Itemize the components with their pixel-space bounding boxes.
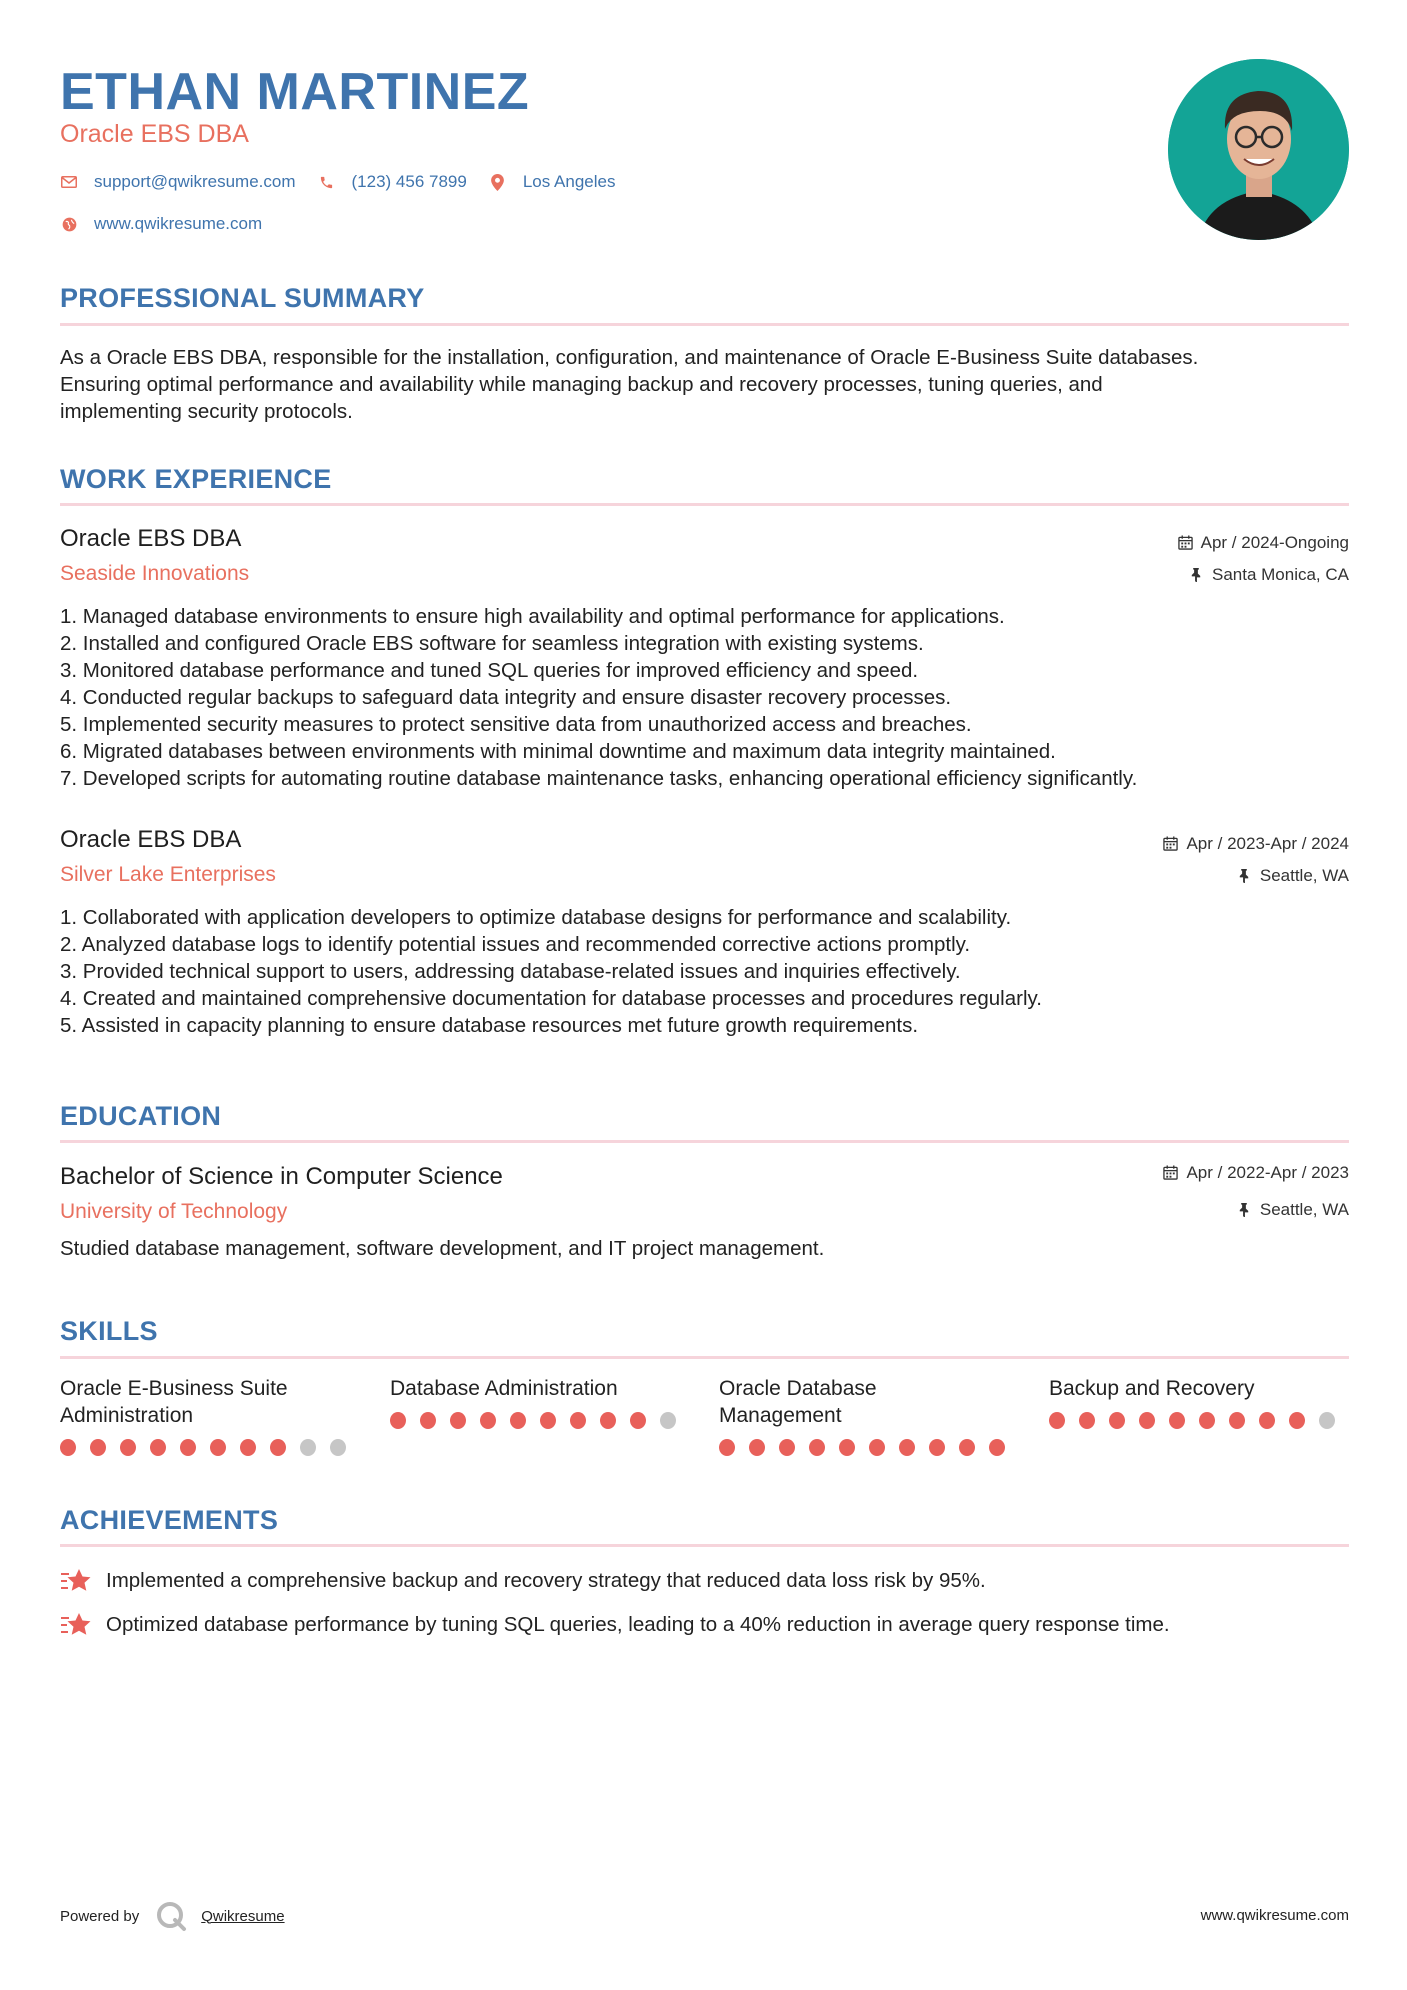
section-divider: [60, 1544, 1349, 1547]
qwikresume-logo-icon: [155, 1900, 187, 1932]
summary-line: As a Oracle EBS DBA, responsible for the installation, configuration, and maintenance of Oracle E-Business Suite databases.: [60, 346, 1199, 369]
location-text: Los Angeles: [522, 172, 616, 191]
footer-powered: [60, 1900, 285, 1932]
skill-name: [719, 1375, 1019, 1429]
pushpin-icon: [1237, 1202, 1253, 1218]
skill-rating: [1049, 1412, 1349, 1429]
job-location-text: Seattle, WA: [1259, 866, 1349, 885]
rating-dot-filled: [719, 1439, 735, 1456]
list-item: 5. Implemented security measures to protect sensitive data from unauthorized access and breaches.: [60, 713, 972, 736]
summary-line: Ensuring optimal performance and availability while managing backup and recovery processes, tuning queries, and: [60, 373, 1103, 396]
list-item: 3. Provided technical support to users, addressing database-related issues and inquiries effectively.: [60, 960, 961, 983]
degree-title: Bachelor of Science in Computer Science: [60, 1163, 503, 1190]
rating-dot-filled: [1199, 1412, 1215, 1429]
list-item: 7. Developed scripts for automating routine database maintenance tasks, enhancing operational efficiency significantly.: [60, 767, 1138, 790]
rating-dot-filled: [420, 1412, 436, 1429]
phone-text[interactable]: (123) 456 7899: [351, 172, 467, 191]
job-title: Oracle EBS DBA: [60, 826, 242, 853]
skill-name-line: Administration: [60, 1404, 194, 1427]
rating-dot-filled: [540, 1412, 556, 1429]
job-date-text: Apr / 2024-Ongoing: [1200, 533, 1349, 552]
education-description: Studied database management, software development, and IT project management.: [60, 1237, 825, 1260]
section-divider: [60, 323, 1349, 326]
rating-dot-filled: [749, 1439, 765, 1456]
skill-name-line: Oracle E-Business Suite: [60, 1377, 288, 1400]
list-item: 4. Created and maintained comprehensive documentation for database processes and procedures regularly.: [60, 987, 1042, 1010]
phone-icon: [318, 173, 336, 191]
skill-rating: [390, 1412, 690, 1429]
rating-dot-filled: [989, 1439, 1005, 1456]
rating-dot-filled: [480, 1412, 496, 1429]
rating-dot-empty: [330, 1439, 346, 1456]
rating-dot-filled: [240, 1439, 256, 1456]
rating-dot-filled: [150, 1439, 166, 1456]
education-heading: EDUCATION: [60, 1101, 222, 1131]
pushpin-icon: [1237, 868, 1253, 884]
rating-dot-filled: [839, 1439, 855, 1456]
rating-dot-filled: [1229, 1412, 1245, 1429]
rating-dot-filled: [1079, 1412, 1095, 1429]
skill-name: [60, 1375, 360, 1429]
rating-dot-empty: [300, 1439, 316, 1456]
achievement-item: [60, 1610, 1170, 1640]
rating-dot-empty: [660, 1412, 676, 1429]
education-date: [1163, 1163, 1349, 1183]
list-item: 3. Monitored database performance and tuned SQL queries for improved efficiency and speed.: [60, 659, 919, 682]
rating-dot-filled: [1049, 1412, 1065, 1429]
list-item: 5. Assisted in capacity planning to ensure database resources met future growth requirements.: [60, 1014, 919, 1037]
achievement-text: Implemented a comprehensive backup and recovery strategy that reduced data loss risk by 95%.: [106, 1569, 986, 1592]
section-divider: [60, 503, 1349, 506]
achievements-heading: ACHIEVEMENTS: [60, 1505, 279, 1535]
list-item: 1. Managed database environments to ensure high availability and optimal performance for applications.: [60, 605, 1005, 628]
rating-dot-empty: [1319, 1412, 1335, 1429]
star-badge-icon: [60, 1566, 92, 1596]
education-location-text: Seattle, WA: [1259, 1200, 1349, 1219]
rating-dot-filled: [1139, 1412, 1155, 1429]
school-name: University of Technology: [60, 1200, 288, 1223]
company-name: Silver Lake Enterprises: [60, 863, 276, 886]
rating-dot-filled: [600, 1412, 616, 1429]
skill-name-line: Database Administration: [390, 1377, 618, 1400]
website-row: [60, 214, 284, 234]
summary-text: [60, 344, 1349, 425]
rating-dot-filled: [899, 1439, 915, 1456]
skills-heading: SKILLS: [60, 1316, 158, 1346]
job-date-text: Apr / 2023-Apr / 2024: [1186, 834, 1349, 853]
list-item: 6. Migrated databases between environments with minimal downtime and maximum data integrity maintained.: [60, 740, 1056, 763]
skill-name-line: Management: [719, 1404, 842, 1427]
skill-name: [1049, 1375, 1349, 1402]
list-item: 1. Collaborated with application developers to optimize database designs for performance and scalability.: [60, 906, 1012, 929]
calendar-icon: [1163, 836, 1179, 852]
summary-heading: PROFESSIONAL SUMMARY: [60, 283, 425, 313]
rating-dot-filled: [390, 1412, 406, 1429]
rating-dot-filled: [630, 1412, 646, 1429]
rating-dot-filled: [809, 1439, 825, 1456]
pushpin-icon: [1189, 567, 1205, 583]
rating-dot-filled: [1259, 1412, 1275, 1429]
rating-dot-filled: [90, 1439, 106, 1456]
rating-dot-filled: [450, 1412, 466, 1429]
job-title: Oracle EBS DBA: [60, 525, 242, 552]
job-location: [1189, 565, 1349, 585]
website-link[interactable]: www.qwikresume.com: [94, 214, 263, 233]
section-divider: [60, 1140, 1349, 1143]
skill-name: [390, 1375, 690, 1402]
skill-item: [1049, 1375, 1349, 1429]
skill-name-line: Oracle Database: [719, 1377, 877, 1400]
rating-dot-filled: [210, 1439, 226, 1456]
profile-photo: [1168, 59, 1349, 240]
skill-item: [390, 1375, 690, 1429]
skill-name-line: Backup and Recovery: [1049, 1377, 1255, 1400]
rating-dot-filled: [1169, 1412, 1185, 1429]
summary-line: implementing security protocols.: [60, 400, 353, 423]
qwikresume-link[interactable]: Qwikresume: [201, 1907, 285, 1925]
powered-by-label: Powered by: [60, 1907, 140, 1925]
skill-item: [719, 1375, 1019, 1456]
education-location: [1237, 1200, 1349, 1220]
star-badge-icon: [60, 1610, 92, 1640]
job-location-text: Santa Monica, CA: [1211, 565, 1349, 584]
list-item: 2. Installed and configured Oracle EBS software for seamless integration with existing systems.: [60, 632, 924, 655]
calendar-icon: [1178, 535, 1194, 551]
footer-site-link[interactable]: www.qwikresume.com: [1200, 1907, 1349, 1924]
section-divider: [60, 1356, 1349, 1359]
company-name: Seaside Innovations: [60, 562, 250, 585]
rating-dot-filled: [869, 1439, 885, 1456]
rating-dot-filled: [570, 1412, 586, 1429]
rating-dot-filled: [60, 1439, 76, 1456]
list-item: 2. Analyzed database logs to identify potential issues and recommended corrective actions promptly.: [60, 933, 971, 956]
experience-heading: WORK EXPERIENCE: [60, 464, 332, 494]
email-link[interactable]: support@qwikresume.com: [94, 172, 296, 191]
map-pin-icon: [489, 173, 507, 191]
envelope-icon: [60, 173, 78, 191]
job-date: [1178, 533, 1349, 553]
job-duties: [60, 904, 1360, 1039]
rating-dot-filled: [1109, 1412, 1125, 1429]
contact-row: [60, 172, 637, 192]
achievement-item: [60, 1566, 986, 1596]
education-date-text: Apr / 2022-Apr / 2023: [1186, 1163, 1349, 1182]
skill-rating: [719, 1439, 1019, 1456]
rating-dot-filled: [180, 1439, 196, 1456]
rating-dot-filled: [959, 1439, 975, 1456]
job-location: [1237, 866, 1349, 886]
rating-dot-filled: [1289, 1412, 1305, 1429]
calendar-icon: [1163, 1165, 1179, 1181]
candidate-role: Oracle EBS DBA: [60, 120, 249, 148]
rating-dot-filled: [270, 1439, 286, 1456]
job-date: [1163, 834, 1349, 854]
skill-item: [60, 1375, 360, 1456]
rating-dot-filled: [120, 1439, 136, 1456]
candidate-name: ETHAN MARTINEZ: [60, 63, 530, 121]
rating-dot-filled: [779, 1439, 795, 1456]
achievement-text: Optimized database performance by tuning SQL queries, leading to a 40% reduction in average query response time.: [106, 1613, 1170, 1636]
rating-dot-filled: [510, 1412, 526, 1429]
skill-rating: [60, 1439, 360, 1456]
rating-dot-filled: [929, 1439, 945, 1456]
list-item: 4. Conducted regular backups to safeguard data integrity and ensure disaster recovery processes.: [60, 686, 952, 709]
globe-icon: [60, 215, 78, 233]
job-duties: [60, 603, 1360, 792]
